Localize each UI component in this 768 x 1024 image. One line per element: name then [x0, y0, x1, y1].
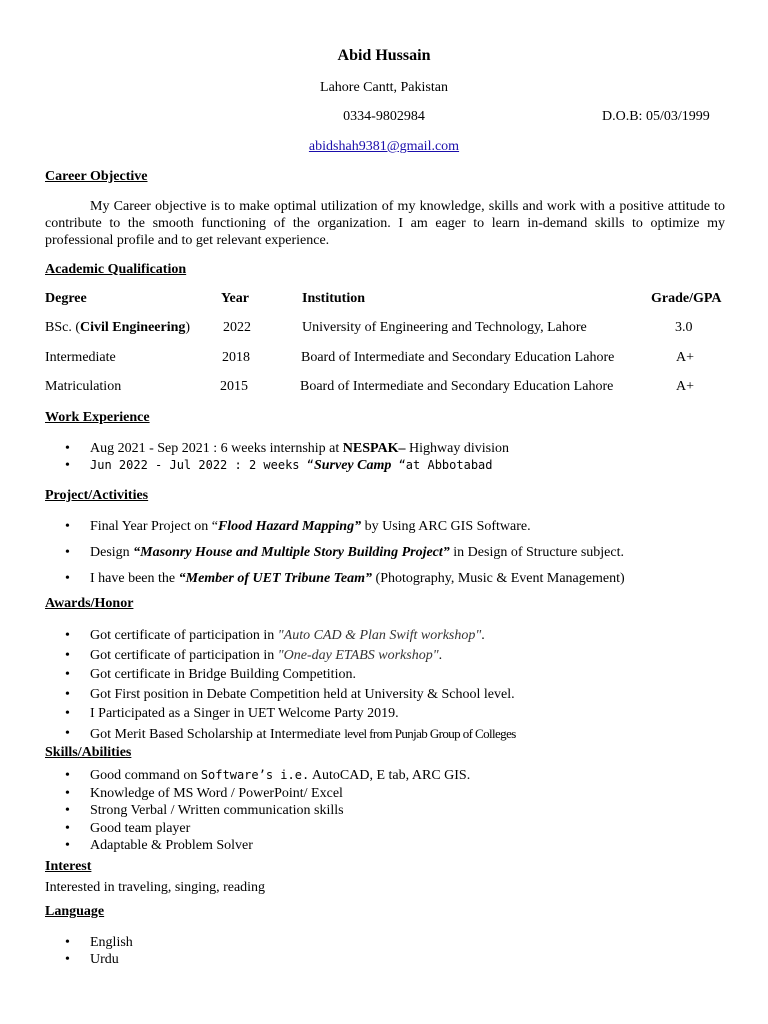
skills-list: [45, 767, 470, 855]
academic-heading: Academic Qualification: [45, 262, 187, 277]
row1-grade: 3.0: [675, 320, 693, 335]
career-objective-heading: Career Objective: [45, 169, 148, 184]
list-item: • Good team player: [45, 820, 470, 838]
work-list: [45, 440, 509, 474]
list-item: • Knowledge of MS Word / PowerPoint/ Excel: [45, 785, 470, 803]
row1-institution: University of Engineering and Technology, Lahore: [302, 320, 587, 335]
list-item: • English: [45, 934, 133, 951]
skills-heading: Skills/Abilities: [45, 745, 132, 760]
interest-text: Interested in traveling, singing, reading: [45, 880, 266, 895]
list-item: • Design “Masonry House and Multiple Story Building Project” in Design of Structure subject.: [45, 544, 625, 561]
language-list: [45, 934, 133, 968]
row2-grade: A+: [676, 350, 695, 365]
work-experience-heading: Work Experience: [45, 410, 150, 425]
list-item: • Urdu: [45, 951, 133, 968]
list-item: • Got certificate in Bridge Building Competition.: [45, 665, 516, 685]
address: Lahore Cantt, Pakistan: [320, 80, 448, 95]
row1-year: 2022: [223, 320, 251, 335]
list-item: • I Participated as a Singer in UET Welcome Party 2019.: [45, 704, 516, 724]
projects-list: [45, 518, 625, 587]
row2-degree: Intermediate: [45, 350, 116, 365]
list-item: • Got Merit Based Scholarship at Intermediate level from Punjab Group of Colleges: [45, 724, 516, 745]
list-item: • Got certificate of participation in "One-day ETABS workshop".: [45, 646, 516, 666]
list-item: • Aug 2021 - Sep 2021 : 6 weeks internship at NESPAK– Highway division: [45, 440, 509, 457]
list-item: • Good command on Software’s i.e. AutoCAD, E tab, ARC GIS.: [45, 767, 470, 785]
col-degree: Degree: [45, 291, 87, 306]
list-item: • Jun 2022 - Jul 2022 : 2 weeks “Survey Camp “at Abbotabad: [45, 457, 509, 474]
col-institution: Institution: [302, 291, 366, 306]
awards-list: [45, 626, 516, 744]
row1-degree: BSc. (Civil Engineering): [45, 320, 191, 335]
candidate-name: Abid Hussain: [337, 47, 431, 64]
col-year: Year: [221, 291, 249, 306]
row3-grade: A+: [676, 379, 695, 394]
email-link[interactable]: abidshah9381@gmail.com: [308, 139, 460, 154]
list-item: • I have been the “Member of UET Tribune Team” (Photography, Music & Event Management): [45, 570, 625, 587]
list-item: • Got First position in Debate Competition held at University & School level.: [45, 685, 516, 705]
interest-heading: Interest: [45, 859, 92, 874]
career-objective-text: My Career objective is to make optimal utilization of my knowledge, skills and work with a positive attitude to contribute to the smooth functioning of the organization. I am eager to learn in-demand skills to optimize my professional profile and to get relevant experience.: [45, 199, 725, 248]
date-of-birth: D.O.B: 05/03/1999: [602, 109, 710, 124]
phone-number: 0334-9802984: [343, 109, 425, 124]
projects-heading: Project/Activities: [45, 488, 149, 503]
row3-institution: Board of Intermediate and Secondary Education Lahore: [300, 379, 614, 394]
list-item: • Adaptable & Problem Solver: [45, 837, 470, 855]
list-item: • Got certificate of participation in "Auto CAD & Plan Swift workshop".: [45, 626, 516, 646]
awards-heading: Awards/Honor: [45, 596, 134, 611]
row2-institution: Board of Intermediate and Secondary Education Lahore: [301, 350, 615, 365]
list-item: • Strong Verbal / Written communication skills: [45, 802, 470, 820]
list-item: • Final Year Project on “Flood Hazard Mapping” by Using ARC GIS Software.: [45, 518, 625, 535]
language-heading: Language: [45, 904, 105, 919]
col-grade: Grade/GPA: [651, 291, 722, 306]
row3-year: 2015: [220, 379, 248, 394]
row2-year: 2018: [222, 350, 250, 365]
row3-degree: Matriculation: [45, 379, 122, 394]
